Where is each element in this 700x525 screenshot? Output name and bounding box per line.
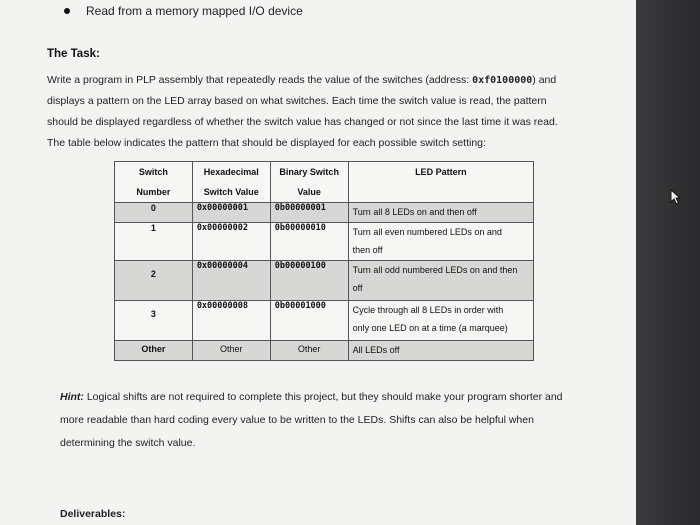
mouse-cursor-icon	[670, 189, 684, 205]
table-row: 1 0x00000002 0b00000010 Turn all even numbered LEDs on and then off	[115, 223, 534, 261]
task-line-3: should be displayed regardless of whether the switch value has changed or not since the last time it was read.	[47, 116, 558, 128]
deliverables-heading: Deliverables:	[60, 508, 126, 520]
table-row: Other Other Other All LEDs off	[115, 341, 534, 361]
screen-edge	[636, 0, 700, 525]
task-line-4: The table below indicates the pattern that should be displayed for each possible switch setting:	[47, 137, 486, 149]
table-row: 2 0x00000004 0b00000100 Turn all odd numbered LEDs on and then off	[115, 261, 534, 301]
header-switch-number: Switch Number	[115, 162, 193, 203]
header-hex-value: Hexadecimal Switch Value	[192, 162, 270, 203]
task-line-1: Write a program in PLP assembly that repeatedly reads the value of the switches (address: 0xf0100000) and	[47, 74, 557, 86]
task-paragraph	[47, 70, 607, 154]
header-binary-value: Binary Switch Value	[270, 162, 348, 203]
table-row: 3 0x00000008 0b00001000 Cycle through all 8 LEDs in order with only one LED on at a time (a marquee)	[115, 301, 534, 341]
switch-address: 0xf0100000	[472, 75, 533, 86]
bullet-item: Read from a memory mapped I/O device	[86, 4, 303, 18]
header-led-pattern: LED Pattern	[348, 162, 533, 203]
hint-paragraph: Hint: Logical shifts are not required to complete this project, but they should make your program shorter and more readable than hard coding every value to be written to the LEDs. Shifts can also be helpful when determining the switch value.	[60, 391, 563, 449]
table-header-row	[115, 162, 534, 203]
task-line-2: displays a pattern on the LED array based on what switches. Each time the switch value is read, the pattern	[47, 95, 547, 107]
bullet-icon	[64, 8, 70, 14]
task-heading: The Task:	[47, 48, 100, 60]
table-row: 0 0x00000001 0b00000001 Turn all 8 LEDs on and then off	[115, 203, 534, 223]
led-pattern-table	[114, 161, 534, 361]
hint-label: Hint:	[60, 391, 84, 403]
